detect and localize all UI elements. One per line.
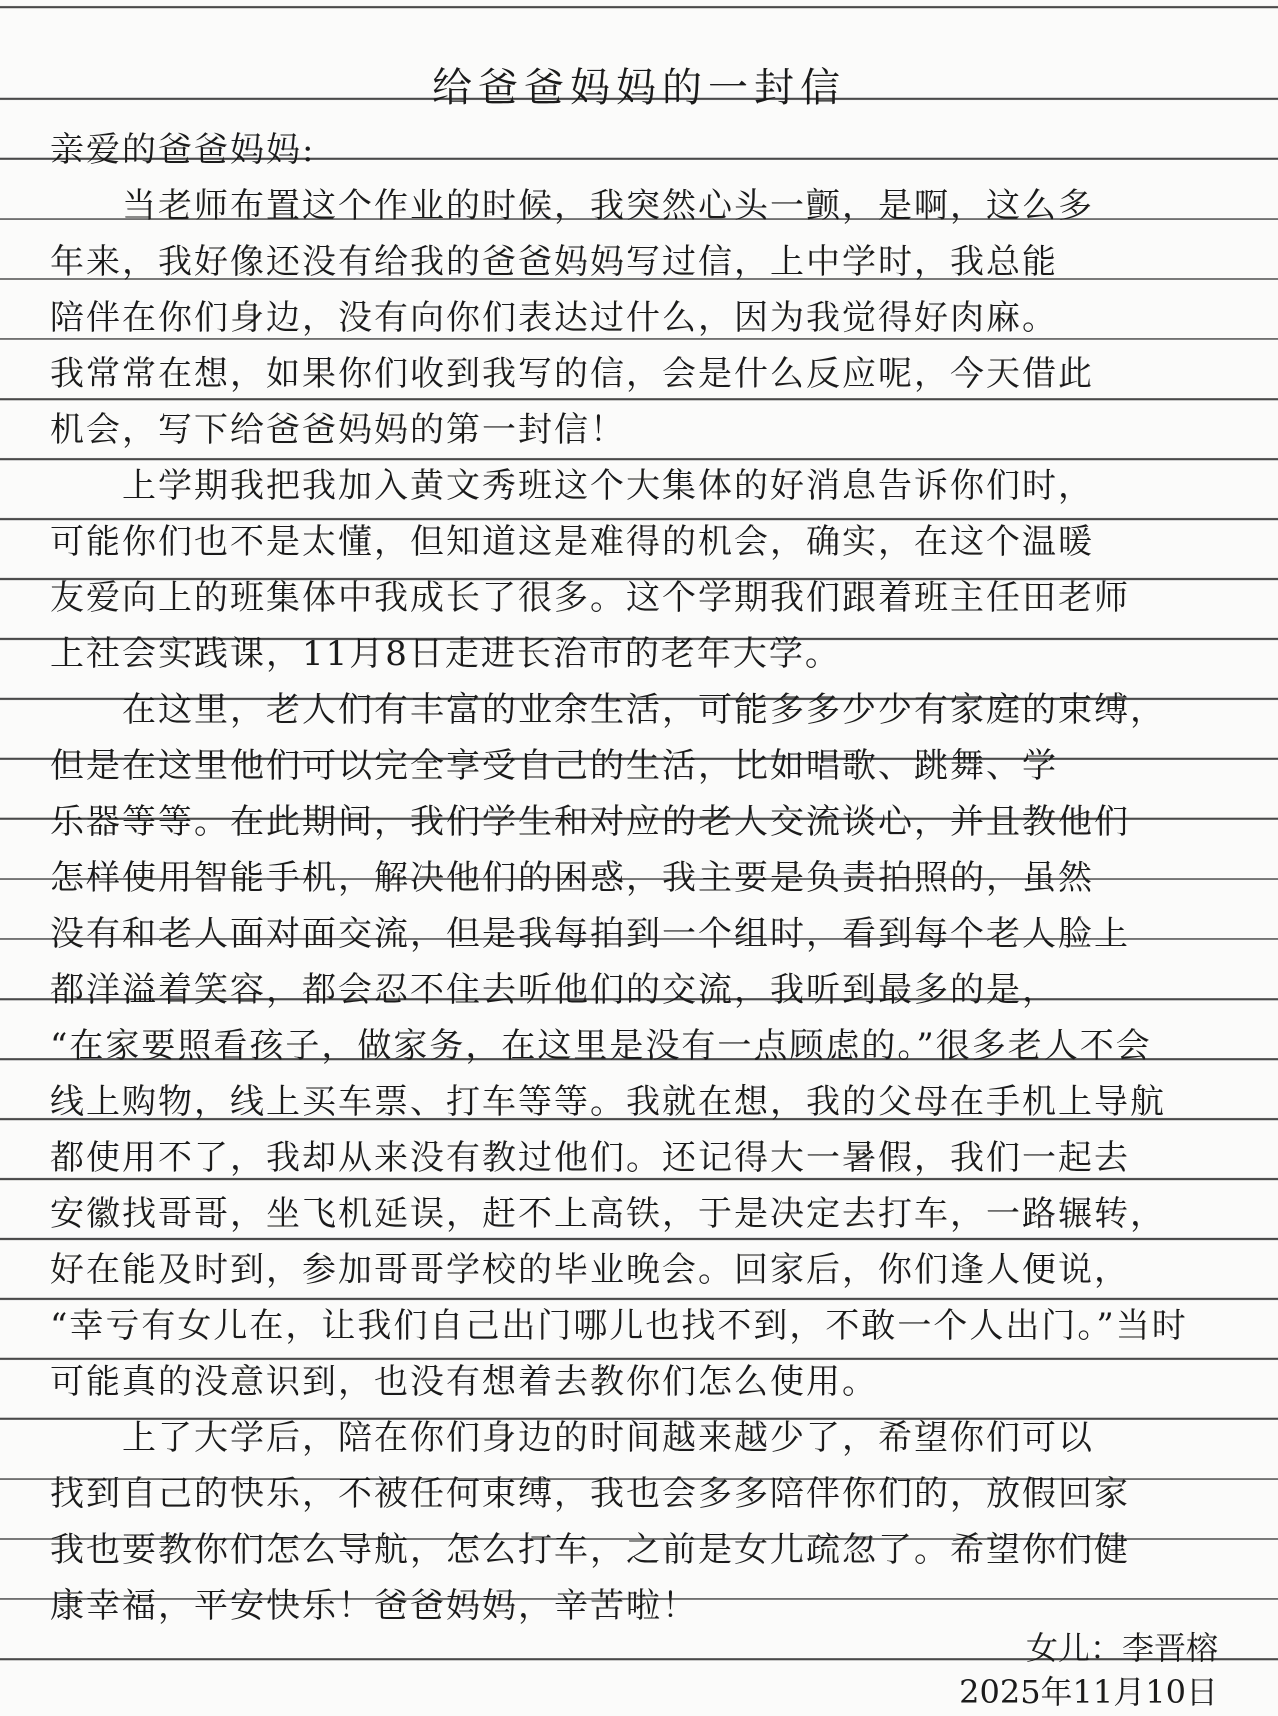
letter-line: 当老师布置这个作业的时候，我突然心头一颤，是啊，这么多 bbox=[50, 186, 1094, 226]
letter-line: 好在能及时到，参加哥哥学校的毕业晚会。回家后，你们逢人便说， bbox=[50, 1250, 1130, 1290]
letter-line: “幸亏有女儿在，让我们自己出门哪儿也找不到，不敢一个人出门。”当时 bbox=[50, 1306, 1188, 1346]
letter-line: 线上购物，线上买车票、打车等等。我就在想，我的父母在手机上导航 bbox=[50, 1082, 1166, 1122]
letter-line: 怎样使用智能手机，解决他们的困惑，我主要是负责拍照的，虽然 bbox=[50, 858, 1094, 898]
letter-line: “在家要照看孩子，做家务，在这里是没有一点顾虑的。”很多老人不会 bbox=[50, 1026, 1152, 1066]
greeting: 亲爱的爸爸妈妈: bbox=[50, 130, 316, 170]
letter-line: 上了大学后，陪在你们身边的时间越来越少了，希望你们可以 bbox=[50, 1418, 1094, 1458]
letter-line: 我常常在想，如果你们收到我写的信，会是什么反应呢，今天借此 bbox=[50, 354, 1094, 394]
letter-line: 机会，写下给爸爸妈妈的第一封信！ bbox=[50, 410, 626, 450]
letter-line: 上社会实践课，11月8日走进长治市的老年大学。 bbox=[50, 634, 841, 674]
letter-title: 给爸爸妈妈的一封信 bbox=[432, 65, 846, 111]
letter-line: 找到自己的快乐，不被任何束缚，我也会多多陪伴你们的，放假回家 bbox=[50, 1474, 1130, 1514]
letter-line: 上学期我把我加入黄文秀班这个大集体的好消息告诉你们时， bbox=[50, 466, 1094, 506]
letter-line: 年来，我好像还没有给我的爸爸妈妈写过信，上中学时，我总能 bbox=[50, 242, 1058, 282]
letter-line: 在这里，老人们有丰富的业余生活，可能多多少少有家庭的束缚， bbox=[50, 690, 1166, 730]
letter-line: 但是在这里他们可以完全享受自己的生活，比如唱歌、跳舞、学 bbox=[50, 746, 1058, 786]
letter-line: 安徽找哥哥，坐飞机延误，赶不上高铁，于是决定去打车，一路辗转， bbox=[50, 1194, 1166, 1234]
letter-line: 康幸福，平安快乐！爸爸妈妈，辛苦啦！ bbox=[50, 1586, 698, 1626]
signature-name: 女儿：李晋榕 bbox=[1025, 1629, 1218, 1667]
letter-line: 我也要教你们怎么导航，怎么打车，之前是女儿疏忽了。希望你们健 bbox=[50, 1530, 1130, 1570]
letter-line: 陪伴在你们身边，没有向你们表达过什么，因为我觉得好肉麻。 bbox=[50, 298, 1058, 338]
signature-date: 2025年11月10日 bbox=[959, 1673, 1218, 1711]
letter-line: 可能真的没意识到，也没有想着去教你们怎么使用。 bbox=[50, 1362, 878, 1402]
letter-line: 都使用不了，我却从来没有教过他们。还记得大一暑假，我们一起去 bbox=[50, 1138, 1130, 1178]
letter-line: 乐器等等。在此期间，我们学生和对应的老人交流谈心，并且教他们 bbox=[50, 802, 1130, 842]
letter-line: 可能你们也不是太懂，但知道这是难得的机会，确实，在这个温暖 bbox=[50, 522, 1094, 562]
letter-line: 没有和老人面对面交流，但是我每拍到一个组时，看到每个老人脸上 bbox=[50, 914, 1130, 954]
letter-line: 都洋溢着笑容，都会忍不住去听他们的交流，我听到最多的是， bbox=[50, 970, 1058, 1010]
letter-line: 友爱向上的班集体中我成长了很多。这个学期我们跟着班主任田老师 bbox=[50, 578, 1130, 618]
